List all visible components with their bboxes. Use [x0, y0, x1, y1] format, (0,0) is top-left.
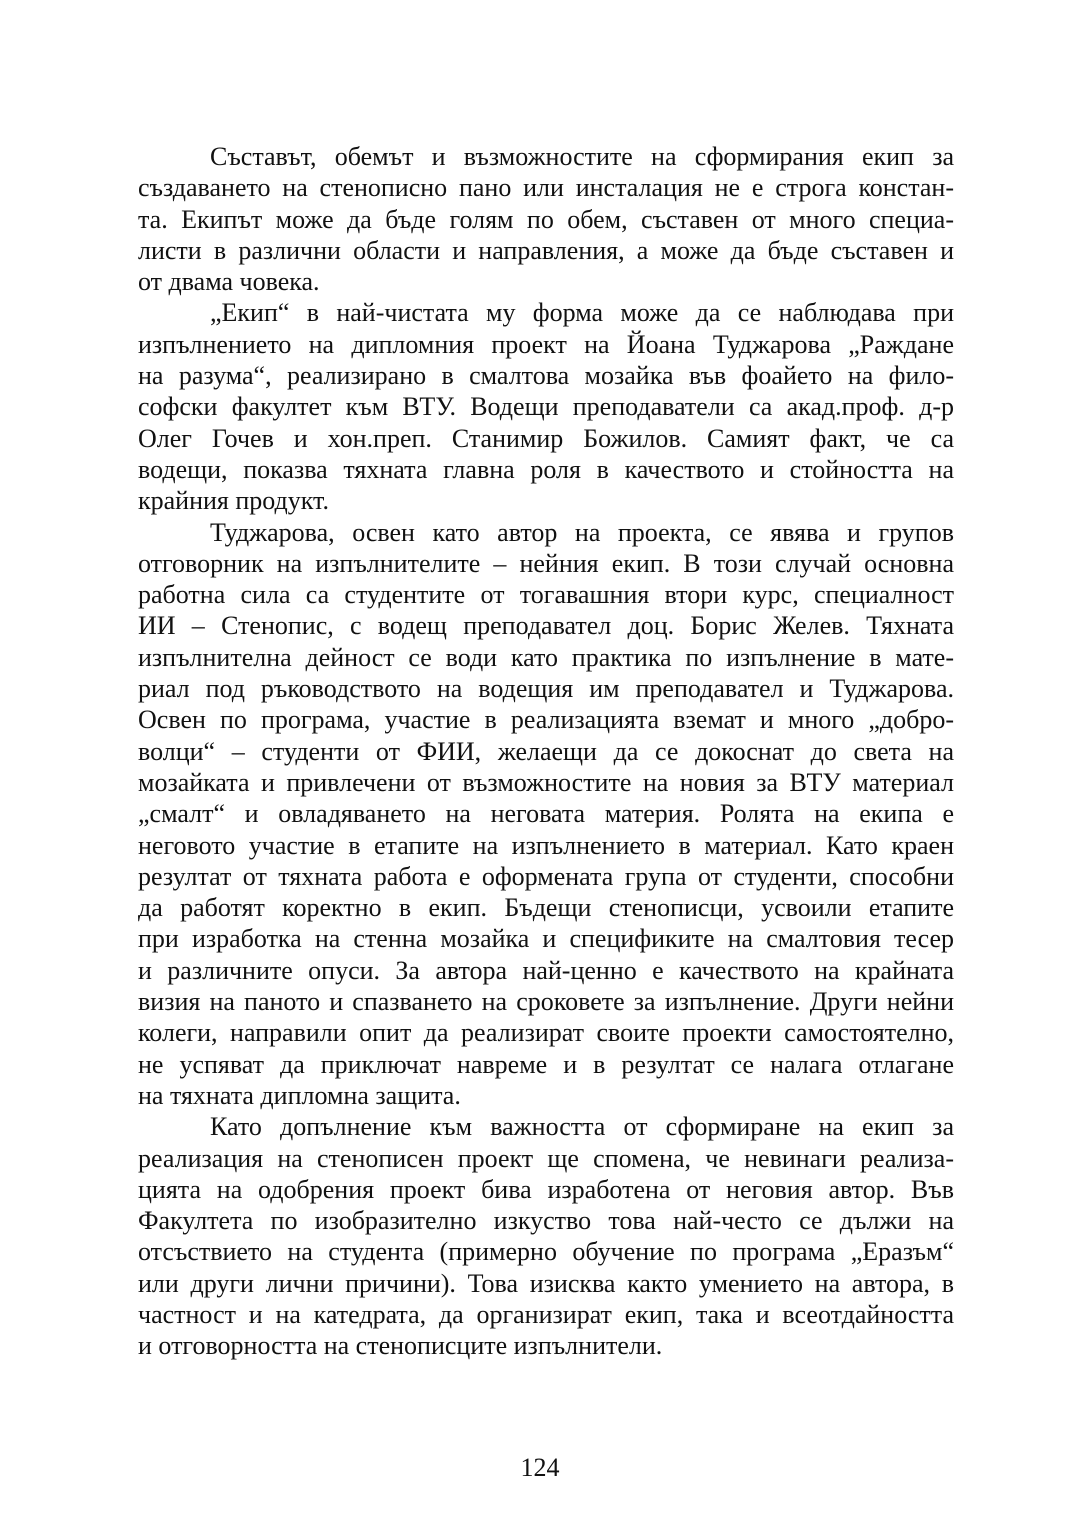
text-line: Съставът, обемът и възможностите на сформирания екип за [210, 142, 954, 171]
text-line: „Екип“ в най-чистата му форма може да се наблюдава при [210, 298, 954, 328]
text-line: реализация на стенописен проект ще спомена, че невинаги реализа- [138, 1143, 954, 1173]
text-line: и отговорността на стенописците изпълнители. [138, 1331, 663, 1361]
page-number: 124 [520, 1453, 560, 1482]
paragraph-4 [138, 1111, 954, 1361]
text-line: отговорник на изпълнителите – нейния екип. В този случай основна [138, 548, 954, 578]
text-line: отсъствието на студента (примерно обучение по програма „Еразъм“ [138, 1237, 954, 1267]
text-line: колеги, направили опит да реализират своите проекти самостоятелно, [138, 1018, 954, 1048]
text-line: изпълнението на дипломния проект на Йоана Туджарова „Раждане [138, 329, 954, 359]
text-line: на тяхната дипломна защита. [138, 1080, 461, 1110]
paragraph-1 [138, 141, 954, 297]
paragraph-2 [138, 297, 954, 516]
text-line: изпълнителна дейност се води като практика по изпълнение в мате- [138, 642, 954, 672]
text-line: резултат от тяхната работа е оформената група от студенти, способни [138, 861, 954, 891]
text-line: не успяват да приключат навреме и в резултат се налага отлагане [138, 1049, 954, 1079]
paragraph-3 [138, 517, 954, 1112]
text-line: Освен по програма, участие в реализацията вземат и много „добро- [138, 705, 954, 735]
text-line: визия на паното и спазването на сроковете за изпълнение. Други нейни [138, 987, 954, 1017]
text-line: създаването на стенописно пано или инсталация не е строга констан- [138, 173, 954, 203]
text-line: и различните опуси. За автора най-ценно е качеството на крайната [138, 955, 954, 985]
text-line: „смалт“ и овладяването на неговата материя. Ролята на екипа е [138, 799, 954, 829]
text-line: Олег Гочев и хон.преп. Станимир Божилов. Самият факт, че са [138, 423, 954, 453]
text-line: риал под ръководството на водещия им преподавател и Туджарова. [138, 674, 954, 704]
text-line: крайния продукт. [138, 486, 329, 516]
text-line: мозайката и привлечени от възможностите на новия за ВТУ материал [138, 767, 954, 797]
text-line: водещи, показва тяхната главна роля в качеството и стойността на [138, 454, 954, 484]
text-line: Туджарова, освен като автор на проекта, се явява и групов [210, 517, 954, 547]
text-line: та. Екипът може да бъде голям по обем, съставен от много специа- [138, 204, 954, 234]
text-line: на разума“, реализирано в смалтова мозайка във фоайето на фило- [138, 361, 954, 391]
text-line: ИИ – Стенопис, с водещ преподавател доц. Борис Желев. Тяхната [138, 611, 954, 641]
text-line: от двама човека. [138, 267, 320, 297]
text-line: листи в различни области и направления, а може да бъде съставен и [138, 235, 954, 265]
text-line: да работят коректно в екип. Бъдещи стенописци, усвоили етапите [138, 893, 954, 923]
text-line: софски факултет към ВТУ. Водещи преподаватели са акад.проф. д-р [138, 392, 954, 422]
text-line: цията на одобрения проект бива изработена от неговия автор. Във [138, 1174, 954, 1204]
text-line: волци“ – студенти от ФИИ, желаещи да се докоснат до света на [138, 736, 954, 766]
text-line: Като допълнение към важността от сформиране на екип за [210, 1112, 954, 1142]
text-line: при изработка на стенна мозайка и спецификите на смалтовия тесер [138, 924, 954, 954]
text-line: работна сила са студентите от тогавашния втори курс, специалност [138, 580, 954, 610]
text-line: или други лични причини). Това изисква както умението на автора, в [138, 1268, 954, 1298]
text-line: Факултета по изобразително изкуство това най-често се дължи на [138, 1206, 954, 1236]
text-line: частност и на катедрата, да организират екип, така и всеотдайността [138, 1299, 954, 1329]
body-text [138, 141, 954, 1362]
text-line: неговото участие в етапите на изпълнението в материал. Като краен [138, 830, 954, 860]
